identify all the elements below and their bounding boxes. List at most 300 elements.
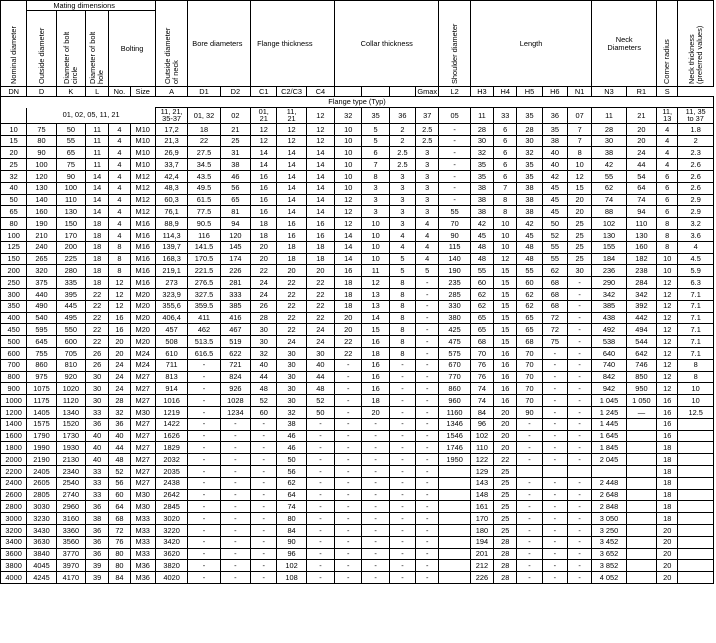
table-cell: 31 xyxy=(220,147,250,159)
table-cell: 110 xyxy=(626,218,656,230)
table-cell: 6 xyxy=(494,159,517,171)
table-cell: 3 xyxy=(362,182,389,194)
table-cell: - xyxy=(220,465,250,477)
table-cell: M12 xyxy=(130,171,155,183)
table-cell xyxy=(678,442,714,454)
table-cell: 62 xyxy=(517,288,542,300)
table-cell: - xyxy=(362,560,389,572)
table-cell: 24 xyxy=(251,277,277,289)
table-cell: 45 xyxy=(542,194,567,206)
table-cell: - xyxy=(439,147,470,159)
table-cell: - xyxy=(251,465,277,477)
table-cell: 80 xyxy=(109,560,130,572)
table-cell: 1746 xyxy=(439,442,470,454)
table-cell: 8 xyxy=(389,277,415,289)
table-cell: 12 xyxy=(657,359,678,371)
table-cell: 46 xyxy=(277,442,306,454)
table-cell: 90 xyxy=(277,536,306,548)
table-cell: - xyxy=(567,277,591,289)
table-cell: 3 xyxy=(389,218,415,230)
table-cell: 38 xyxy=(277,418,306,430)
table-cell: 18 xyxy=(657,489,678,501)
table-row xyxy=(1,277,714,289)
table-cell: 102 xyxy=(470,430,493,442)
table-cell: 2.6 xyxy=(678,171,714,183)
table-cell: 900 xyxy=(1,383,27,395)
table-cell: 914 xyxy=(155,383,187,395)
table-cell: 10 xyxy=(678,383,714,395)
table-cell: 110 xyxy=(470,442,493,454)
table-cell: 7.1 xyxy=(678,300,714,312)
table-cell: M27 xyxy=(130,395,155,407)
table-cell: - xyxy=(542,501,567,513)
table-cell: 155 xyxy=(592,241,626,253)
table-row xyxy=(1,548,714,560)
table-cell: 22 xyxy=(306,300,334,312)
table-cell: 22 xyxy=(188,135,220,147)
table-cell: 108 xyxy=(277,572,306,584)
table-cell: 508 xyxy=(155,336,187,348)
table-cell: 28 xyxy=(494,560,517,572)
table-cell: - xyxy=(220,442,250,454)
table-cell: - xyxy=(542,371,567,383)
table-cell: 68 xyxy=(542,288,567,300)
table-row xyxy=(1,194,714,206)
table-cell: - xyxy=(416,418,439,430)
table-cell: 4 xyxy=(657,159,678,171)
table-cell: 8 xyxy=(567,147,591,159)
table-cell: 16 xyxy=(251,171,277,183)
table-cell: 746 xyxy=(626,359,656,371)
table-cell: 2 xyxy=(678,135,714,147)
table-cell: 12 xyxy=(567,171,591,183)
table-cell: 46 xyxy=(220,171,250,183)
table-cell: 55 xyxy=(592,171,626,183)
table-cell: 22 xyxy=(86,300,109,312)
table-cell: - xyxy=(517,489,542,501)
table-cell: - xyxy=(251,513,277,525)
table-cell: 200 xyxy=(56,241,85,253)
table-cell: - xyxy=(335,418,362,430)
table-cell: - xyxy=(335,430,362,442)
table-cell: 219,1 xyxy=(155,265,187,277)
table-cell: 1200 xyxy=(1,406,27,418)
table-cell: 842 xyxy=(592,371,626,383)
header-neck-diameters: Neck Diameters xyxy=(592,1,657,87)
symbol-cell: A xyxy=(155,87,187,97)
table-cell: 36 xyxy=(86,501,109,513)
table-cell: 265 xyxy=(27,253,56,265)
table-cell: 39 xyxy=(86,572,109,584)
table-cell: - xyxy=(567,288,591,300)
table-cell: 10 xyxy=(362,253,389,265)
table-cell: 236 xyxy=(592,265,626,277)
table-cell: 100 xyxy=(27,159,56,171)
table-cell: - xyxy=(335,371,362,383)
table-cell: 10 xyxy=(362,218,389,230)
table-cell: 114,3 xyxy=(155,229,187,241)
table-cell: 4 xyxy=(109,159,130,171)
table-cell: 27.5 xyxy=(188,147,220,159)
table-cell: 38 xyxy=(86,513,109,525)
symbol-cell: C2/C3 xyxy=(277,87,306,97)
table-cell xyxy=(517,465,542,477)
table-cell: M24 xyxy=(130,359,155,371)
table-cell: 3230 xyxy=(27,513,56,525)
table-cell: 280 xyxy=(56,265,85,277)
table-cell: - xyxy=(389,501,415,513)
table-cell: 15 xyxy=(494,288,517,300)
table-cell: 22 xyxy=(277,288,306,300)
table-cell: 20 xyxy=(335,312,362,324)
table-cell: 850 xyxy=(626,371,656,383)
table-cell: 16 xyxy=(494,347,517,359)
header-length: Length xyxy=(470,1,592,87)
table-cell: 4 xyxy=(416,253,439,265)
table-cell: 43.5 xyxy=(188,171,220,183)
table-cell: 74 xyxy=(626,194,656,206)
table-cell: 540 xyxy=(27,312,56,324)
table-cell: 3030 xyxy=(27,501,56,513)
table-cell: - xyxy=(567,560,591,572)
table-cell: 10 xyxy=(362,229,389,241)
header-bolt-hole-diameter: Diameter of bolt hole xyxy=(86,11,109,87)
table-cell: - xyxy=(567,548,591,560)
table-cell: - xyxy=(389,513,415,525)
table-cell: - xyxy=(188,560,220,572)
table-cell: 6 xyxy=(494,135,517,147)
table-cell: - xyxy=(306,572,334,584)
table-cell: - xyxy=(251,572,277,584)
table-cell: 60 xyxy=(251,406,277,418)
table-cell: - xyxy=(517,418,542,430)
table-cell: 8 xyxy=(109,265,130,277)
table-cell: M30 xyxy=(130,501,155,513)
table-cell: M27 xyxy=(130,477,155,489)
table-cell: - xyxy=(335,477,362,489)
table-cell: 55 xyxy=(542,241,567,253)
table-cell: 20 xyxy=(494,442,517,454)
table-cell: - xyxy=(567,418,591,430)
table-cell: 8 xyxy=(678,371,714,383)
type-r1: 11, 13 xyxy=(657,108,678,124)
table-cell: 22 xyxy=(335,336,362,348)
table-row xyxy=(1,524,714,536)
table-cell: 160 xyxy=(27,206,56,218)
table-cell: 10 xyxy=(335,147,362,159)
table-cell: 40 xyxy=(542,159,567,171)
table-cell: 14 xyxy=(335,241,362,253)
table-cell xyxy=(626,442,656,454)
table-cell: 40 xyxy=(109,430,130,442)
table-cell: 1120 xyxy=(56,395,85,407)
table-cell: 170 xyxy=(56,229,85,241)
table-cell: - xyxy=(567,513,591,525)
table-cell: 1 050 xyxy=(626,395,656,407)
table-cell: 2740 xyxy=(56,489,85,501)
table-cell: 3420 xyxy=(155,536,187,548)
table-cell: 3630 xyxy=(27,536,56,548)
symbol-cell: D xyxy=(27,87,56,97)
table-cell: 75 xyxy=(27,123,56,135)
table-row xyxy=(1,371,714,383)
table-cell: 2540 xyxy=(56,477,85,489)
table-cell: 68 xyxy=(542,300,567,312)
table-cell: 18 xyxy=(86,253,109,265)
table-cell: 425 xyxy=(439,324,470,336)
table-cell: 12 xyxy=(657,383,678,395)
table-cell: 28 xyxy=(109,395,130,407)
table-cell: 3770 xyxy=(56,548,85,560)
table-cell: 276.5 xyxy=(188,277,220,289)
table-cell: 5 xyxy=(362,123,389,135)
table-cell: 18 xyxy=(335,300,362,312)
table-cell: - xyxy=(389,465,415,477)
table-cell: - xyxy=(362,454,389,466)
table-cell: 3 xyxy=(416,182,439,194)
table-cell: 2960 xyxy=(56,501,85,513)
table-row xyxy=(1,477,714,489)
table-cell: - xyxy=(362,418,389,430)
table-cell: 18 xyxy=(657,442,678,454)
table-cell: 38 xyxy=(517,182,542,194)
table-cell: 24 xyxy=(277,336,306,348)
type-mating: 01, 02, 05, 11, 21 xyxy=(27,108,156,124)
table-cell: 50 xyxy=(1,194,27,206)
table-cell: 411 xyxy=(188,312,220,324)
table-cell: 2805 xyxy=(27,489,56,501)
table-cell: M36 xyxy=(130,560,155,572)
table-cell: 140 xyxy=(27,194,56,206)
table-row xyxy=(1,347,714,359)
type-h3: 33 xyxy=(494,108,517,124)
table-cell: - xyxy=(220,489,250,501)
table-cell: 16 xyxy=(251,206,277,218)
table-cell: - xyxy=(389,536,415,548)
table-cell: 10 xyxy=(335,182,362,194)
table-cell: 2.6 xyxy=(678,159,714,171)
symbol-cell: L xyxy=(86,87,109,97)
table-cell: 333 xyxy=(220,288,250,300)
table-cell: 18 xyxy=(306,253,334,265)
table-cell: 755 xyxy=(27,347,56,359)
table-cell: 1000 xyxy=(1,395,27,407)
table-cell: 4000 xyxy=(1,572,27,584)
table-cell: - xyxy=(517,454,542,466)
table-row xyxy=(1,123,714,135)
table-cell: 62 xyxy=(470,300,493,312)
flange-type-row xyxy=(1,108,714,124)
table-cell: 70 xyxy=(517,347,542,359)
table-cell: 8 xyxy=(389,347,415,359)
table-cell: - xyxy=(416,536,439,548)
table-cell: 4170 xyxy=(56,572,85,584)
table-cell: - xyxy=(306,560,334,572)
table-cell: 48 xyxy=(517,253,542,265)
table-cell: 11 xyxy=(86,123,109,135)
table-cell xyxy=(678,572,714,584)
table-cell: 3 xyxy=(389,182,415,194)
table-cell: 22 xyxy=(277,277,306,289)
table-cell: - xyxy=(306,454,334,466)
table-cell: 94 xyxy=(220,218,250,230)
table-cell: M33 xyxy=(130,513,155,525)
table-cell: 225 xyxy=(56,253,85,265)
table-cell: - xyxy=(416,277,439,289)
table-cell: 70 xyxy=(517,383,542,395)
table-cell: 645 xyxy=(27,336,56,348)
table-cell: 2845 xyxy=(155,501,187,513)
table-cell: 18 xyxy=(251,229,277,241)
table-cell: 3200 xyxy=(1,524,27,536)
table-cell: 20 xyxy=(494,418,517,430)
type-n1: 11 xyxy=(592,108,626,124)
table-cell: 4020 xyxy=(155,572,187,584)
table-cell: 4 052 xyxy=(592,572,626,584)
table-cell: 20 xyxy=(251,241,277,253)
table-cell: 2 848 xyxy=(592,501,626,513)
table-cell: 62 xyxy=(517,300,542,312)
table-cell: 35 xyxy=(470,159,493,171)
table-cell: 290 xyxy=(592,277,626,289)
type-c4-5: 37 xyxy=(416,108,439,124)
table-cell: 38 xyxy=(470,206,493,218)
table-cell: 44 xyxy=(306,371,334,383)
table-cell: 120 xyxy=(27,171,56,183)
table-cell: 39 xyxy=(86,560,109,572)
table-cell: 513.5 xyxy=(188,336,220,348)
table-cell: 975 xyxy=(27,371,56,383)
table-cell: 6 xyxy=(494,123,517,135)
table-cell: 28 xyxy=(494,572,517,584)
table-cell: 13 xyxy=(362,300,389,312)
table-cell: M20 xyxy=(130,300,155,312)
table-cell: 4 xyxy=(678,241,714,253)
table-cell: 3 452 xyxy=(592,536,626,548)
table-cell: 3430 xyxy=(27,524,56,536)
table-cell: 20 xyxy=(626,123,656,135)
table-cell: 500 xyxy=(1,336,27,348)
table-cell: 400 xyxy=(1,312,27,324)
table-row xyxy=(1,418,714,430)
table-cell: M16 xyxy=(130,218,155,230)
table-cell: 96 xyxy=(470,418,493,430)
table-cell: 18 xyxy=(86,265,109,277)
table-cell: 12 xyxy=(306,135,334,147)
table-cell: 12 xyxy=(335,206,362,218)
table-cell: 7.1 xyxy=(678,347,714,359)
table-cell: 12 xyxy=(306,123,334,135)
table-cell: 1405 xyxy=(27,406,56,418)
table-cell: 24 xyxy=(251,288,277,300)
table-cell: - xyxy=(251,501,277,513)
symbol-cell: D2 xyxy=(220,87,250,97)
table-cell: 90 xyxy=(439,229,470,241)
table-cell: 18 xyxy=(657,477,678,489)
table-cell: 102 xyxy=(277,560,306,572)
table-row xyxy=(1,229,714,241)
table-cell: 221.5 xyxy=(188,265,220,277)
table-cell: M27 xyxy=(130,465,155,477)
table-cell: 8 xyxy=(362,171,389,183)
table-cell: 3600 xyxy=(1,548,27,560)
table-cell: 2 xyxy=(389,123,415,135)
table-cell: 61.5 xyxy=(188,194,220,206)
table-cell: - xyxy=(542,548,567,560)
table-cell: 30 xyxy=(251,324,277,336)
table-cell xyxy=(626,489,656,501)
table-cell: 139,7 xyxy=(155,241,187,253)
table-cell: - xyxy=(542,395,567,407)
table-cell: 49.5 xyxy=(188,182,220,194)
table-cell xyxy=(626,524,656,536)
table-cell xyxy=(678,501,714,513)
table-cell: 15 xyxy=(1,135,27,147)
table-cell: 8 xyxy=(109,241,130,253)
table-cell: 3 xyxy=(416,171,439,183)
table-cell: 50 xyxy=(542,218,567,230)
table-cell: 65 xyxy=(517,312,542,324)
table-cell: - xyxy=(362,548,389,560)
table-cell: 8 xyxy=(678,359,714,371)
table-cell: 116 xyxy=(188,229,220,241)
table-cell: - xyxy=(416,430,439,442)
table-cell: 575 xyxy=(439,347,470,359)
table-cell xyxy=(626,548,656,560)
table-cell: 4 xyxy=(416,218,439,230)
table-cell: 22 xyxy=(86,312,109,324)
table-cell: 130 xyxy=(56,206,85,218)
table-cell: 1 845 xyxy=(592,442,626,454)
table-cell: M27 xyxy=(130,454,155,466)
table-cell xyxy=(439,524,470,536)
table-cell: - xyxy=(389,406,415,418)
table-cell: 30 xyxy=(517,135,542,147)
table-cell: 84 xyxy=(277,524,306,536)
table-row xyxy=(1,454,714,466)
table-cell: 90 xyxy=(56,171,85,183)
table-cell: 595 xyxy=(27,324,56,336)
table-cell: 80 xyxy=(277,513,306,525)
header-neck-thickness: Neck thickness (preferred values) xyxy=(678,1,714,87)
table-cell: 3 250 xyxy=(592,524,626,536)
table-cell: - xyxy=(335,442,362,454)
table-cell: 6 xyxy=(657,194,678,206)
table-cell xyxy=(626,536,656,548)
table-cell: 3020 xyxy=(155,513,187,525)
table-cell: 600 xyxy=(1,347,27,359)
header-collar-thickness: Collar thickness xyxy=(335,1,439,87)
type-h6: 07 xyxy=(567,108,591,124)
table-cell: - xyxy=(567,371,591,383)
table-cell: 16 xyxy=(335,265,362,277)
table-cell: 4.5 xyxy=(678,253,714,265)
table-cell: 44 xyxy=(109,442,130,454)
table-cell: 25 xyxy=(494,501,517,513)
table-cell: 30 xyxy=(567,265,591,277)
table-cell: - xyxy=(220,548,250,560)
table-cell: 18 xyxy=(657,513,678,525)
table-cell: 950 xyxy=(626,383,656,395)
table-cell: 140 xyxy=(439,253,470,265)
table-cell: 16 xyxy=(657,395,678,407)
table-cell: 18 xyxy=(362,395,389,407)
table-cell: 32 xyxy=(517,147,542,159)
table-cell: M16 xyxy=(130,265,155,277)
table-cell: 20 xyxy=(657,560,678,572)
table-cell: 355,6 xyxy=(155,300,187,312)
table-cell: - xyxy=(567,336,591,348)
